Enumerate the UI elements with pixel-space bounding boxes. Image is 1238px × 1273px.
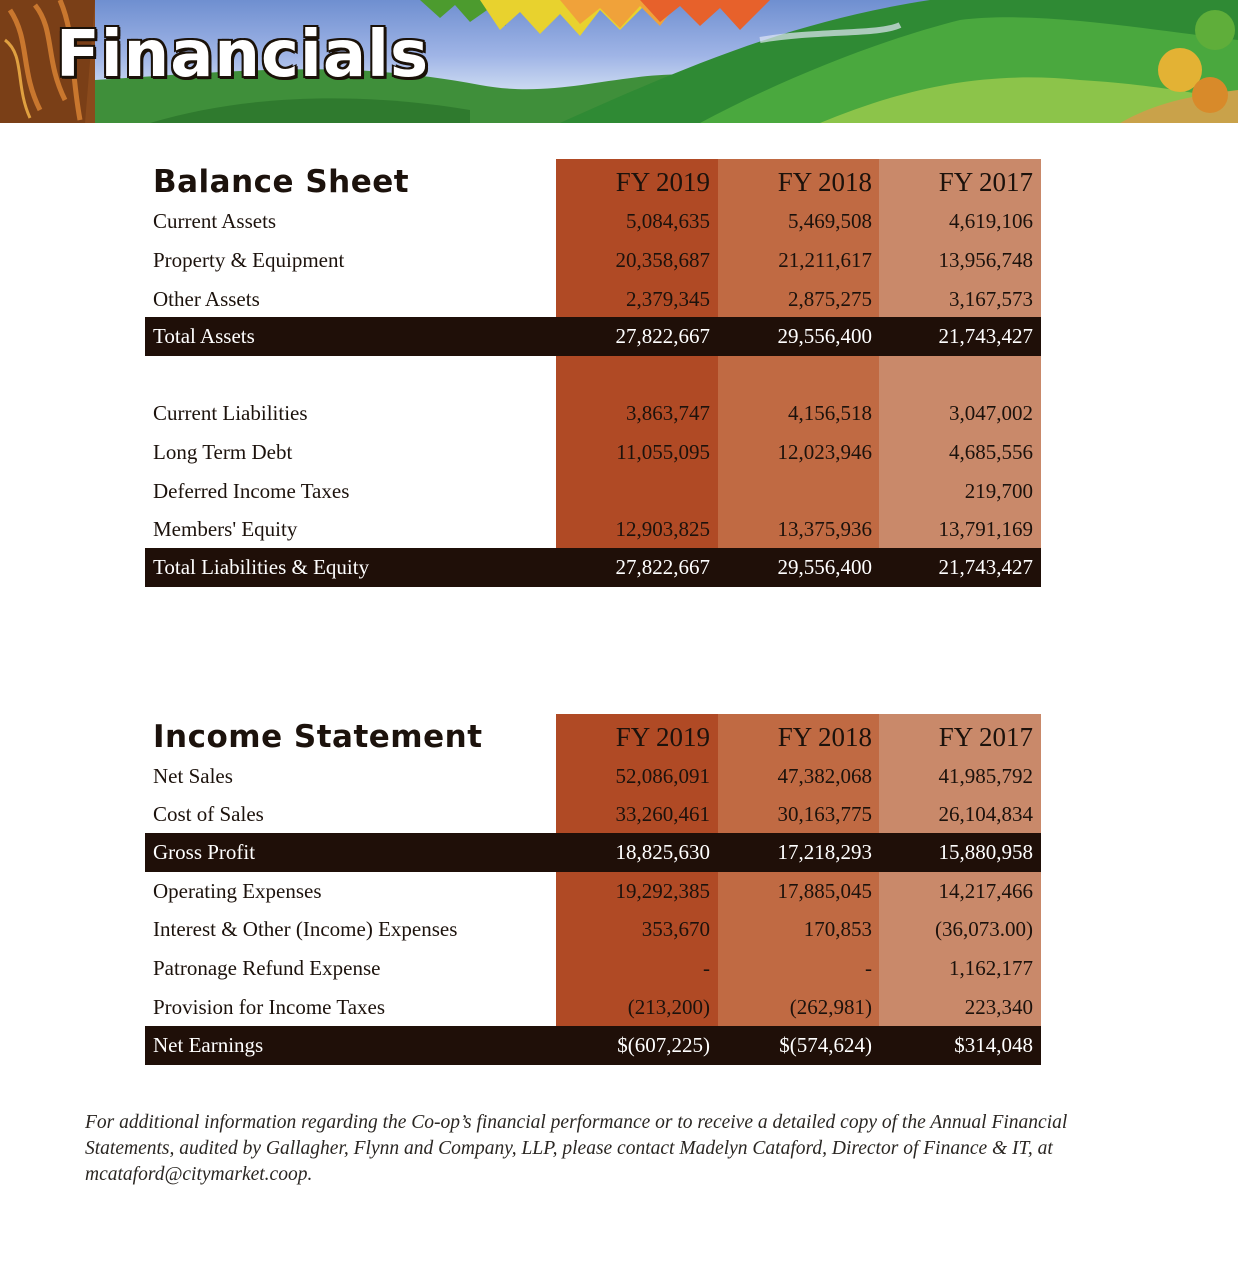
row-label: Other Assets — [153, 287, 260, 311]
table-row — [145, 757, 1041, 796]
table-row — [145, 280, 1041, 319]
value-fy2019: 27,822,667 — [615, 324, 710, 348]
value-fy2018: - — [865, 956, 872, 980]
value-fy2019: 3,863,747 — [626, 401, 710, 425]
value-fy2017: 219,700 — [964, 479, 1033, 503]
table-row — [145, 472, 1041, 511]
value-fy2019: 19,292,385 — [615, 879, 710, 903]
balance-sheet-header — [145, 159, 1041, 205]
row-label: Cost of Sales — [153, 802, 264, 826]
year-header: FY 2018 — [777, 167, 872, 197]
value-fy2019: 52,086,091 — [615, 764, 710, 788]
value-fy2017: (36,073.00) — [935, 917, 1033, 941]
value-fy2017: 3,047,002 — [949, 401, 1033, 425]
value-fy2017: 13,956,748 — [938, 248, 1033, 272]
value-fy2018: $(574,624) — [779, 1033, 872, 1057]
value-fy2017: 1,162,177 — [949, 956, 1033, 980]
total-liabilities-row — [145, 548, 1041, 587]
value-fy2019: (213,200) — [627, 995, 710, 1019]
total-assets-row — [145, 317, 1041, 356]
income-statement-table — [145, 714, 1041, 1065]
value-fy2018: 21,211,617 — [778, 248, 872, 272]
row-label: Total Liabilities & Equity — [153, 555, 370, 579]
value-fy2017: 26,104,834 — [938, 802, 1033, 826]
year-header: FY 2018 — [777, 722, 872, 752]
value-fy2018: 4,156,518 — [788, 401, 872, 425]
value-fy2019: $(607,225) — [617, 1033, 710, 1057]
value-fy2018: 170,853 — [803, 917, 872, 941]
value-fy2018: 2,875,275 — [788, 287, 872, 311]
value-fy2018: 5,469,508 — [788, 209, 872, 233]
row-label: Current Liabilities — [153, 401, 308, 425]
balance-sheet-table — [145, 159, 1041, 587]
table-row — [145, 433, 1041, 472]
table-row — [145, 795, 1041, 834]
net-earnings-row — [145, 1026, 1041, 1065]
row-label: Interest & Other (Income) Expenses — [153, 917, 458, 941]
value-fy2017: 13,791,169 — [938, 517, 1033, 541]
value-fy2017: 223,340 — [964, 995, 1033, 1019]
table-row — [145, 202, 1041, 241]
row-label: Net Sales — [153, 764, 233, 788]
value-fy2017: 3,167,573 — [949, 287, 1033, 311]
value-fy2019: 2,379,345 — [626, 287, 710, 311]
year-header: FY 2019 — [615, 167, 710, 197]
row-label: Gross Profit — [153, 840, 256, 864]
value-fy2018: 13,375,936 — [777, 517, 872, 541]
table-row — [145, 910, 1041, 949]
header-banner — [0, 0, 1238, 123]
page-title: Financials — [56, 18, 430, 92]
table-row — [145, 988, 1041, 1027]
value-fy2019: 18,825,630 — [615, 840, 710, 864]
income-statement-title: Income Statement — [153, 719, 483, 755]
value-fy2019: 20,358,687 — [615, 248, 710, 272]
value-fy2018: 17,218,293 — [777, 840, 872, 864]
value-fy2019: 33,260,461 — [615, 802, 710, 826]
value-fy2017: 41,985,792 — [938, 764, 1033, 788]
value-fy2017: 21,743,427 — [938, 324, 1033, 348]
income-statement-header — [145, 714, 1041, 760]
value-fy2019: - — [703, 956, 710, 980]
table-row — [145, 510, 1041, 549]
row-label: Property & Equipment — [153, 248, 345, 272]
row-label: Operating Expenses — [153, 879, 322, 903]
year-header: FY 2019 — [615, 722, 710, 752]
value-fy2018: 17,885,045 — [777, 879, 872, 903]
year-header: FY 2017 — [938, 722, 1033, 752]
value-fy2017: 4,685,556 — [949, 440, 1033, 464]
table-row — [145, 949, 1041, 988]
value-fy2017: 15,880,958 — [938, 840, 1033, 864]
value-fy2019: 11,055,095 — [616, 440, 710, 464]
value-fy2017: 4,619,106 — [949, 209, 1033, 233]
table-row — [145, 394, 1041, 433]
value-fy2018: 29,556,400 — [777, 555, 872, 579]
row-label: Long Term Debt — [153, 440, 293, 464]
value-fy2019: 12,903,825 — [615, 517, 710, 541]
value-fy2019: 353,670 — [641, 917, 710, 941]
gross-profit-row — [145, 833, 1041, 872]
value-fy2018: 30,163,775 — [777, 802, 872, 826]
row-label: Members' Equity — [153, 517, 298, 541]
row-label: Current Assets — [153, 209, 277, 233]
row-label: Deferred Income Taxes — [153, 479, 350, 503]
value-fy2018: (262,981) — [789, 995, 872, 1019]
row-label: Patronage Refund Expense — [153, 956, 381, 980]
balance-sheet-title: Balance Sheet — [153, 164, 410, 200]
row-label: Net Earnings — [153, 1033, 264, 1057]
footnote: For additional information regarding the Co-op’s financial performance or to receive a detailed copy of the Annual Financial Statements, audited by Gallagher, Flynn and Company, LLP, please contact Madelyn Cataford, Director of Finance & IT, at mcataford@citymarket.coop. — [85, 1112, 1068, 1185]
value-fy2017: $314,048 — [954, 1033, 1033, 1057]
year-header: FY 2017 — [938, 167, 1033, 197]
table-row — [145, 872, 1041, 911]
value-fy2019: 5,084,635 — [626, 209, 710, 233]
value-fy2019: 27,822,667 — [615, 555, 710, 579]
row-label: Provision for Income Taxes — [153, 995, 386, 1019]
value-fy2017: 21,743,427 — [938, 555, 1033, 579]
value-fy2018: 29,556,400 — [777, 324, 872, 348]
table-row — [145, 241, 1041, 280]
value-fy2018: 47,382,068 — [777, 764, 872, 788]
row-label: Total Assets — [153, 324, 255, 348]
value-fy2018: 12,023,946 — [777, 440, 872, 464]
value-fy2017: 14,217,466 — [938, 879, 1033, 903]
